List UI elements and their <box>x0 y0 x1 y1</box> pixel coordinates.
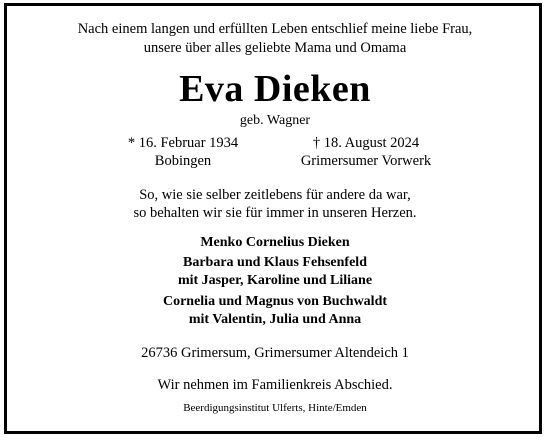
deceased-name: Eva Dieken <box>179 68 371 110</box>
birth-date: * 16. Februar 1934 <box>127 135 239 151</box>
mourner-name: Menko Cornelius Dieken <box>200 235 350 250</box>
mourner-name: Cornelia und Magnus von Buchwaldt <box>162 294 388 309</box>
closing-note: Wir nehmen im Familienkreis Abschied. <box>157 377 393 393</box>
birth-info <box>118 134 248 170</box>
death-place: Grimersumer Vorwerk <box>300 153 432 169</box>
verse-line-1: So, wie sie selber zeitlebens für andere da war, <box>139 187 411 203</box>
intro-line-1: Nach einem langen und erfüllten Leben entschlief meine liebe Frau, <box>77 21 473 37</box>
death-info <box>286 134 446 170</box>
funeral-home: Beerdigungsinstitut Ulferts, Hinte/Emden <box>183 402 367 414</box>
death-date: † 18. August 2024 <box>312 135 420 151</box>
family-address: 26736 Grimersum, Grimersumer Altendeich 1 <box>141 345 409 361</box>
mourner-name: Barbara und Klaus Fehsenfeld <box>183 255 367 270</box>
verse-line-2: so behalten wir sie für immer in unseren Herzen. <box>133 205 417 221</box>
birth-name: geb. Wagner <box>239 113 311 128</box>
mourner-name: mit Jasper, Karoline und Liliane <box>177 273 373 288</box>
birth-place: Bobingen <box>154 153 212 169</box>
mourner-name: mit Valentin, Julia und Anna <box>188 312 362 327</box>
intro-line-2: unsere über alles geliebte Mama und Omama <box>143 40 407 56</box>
